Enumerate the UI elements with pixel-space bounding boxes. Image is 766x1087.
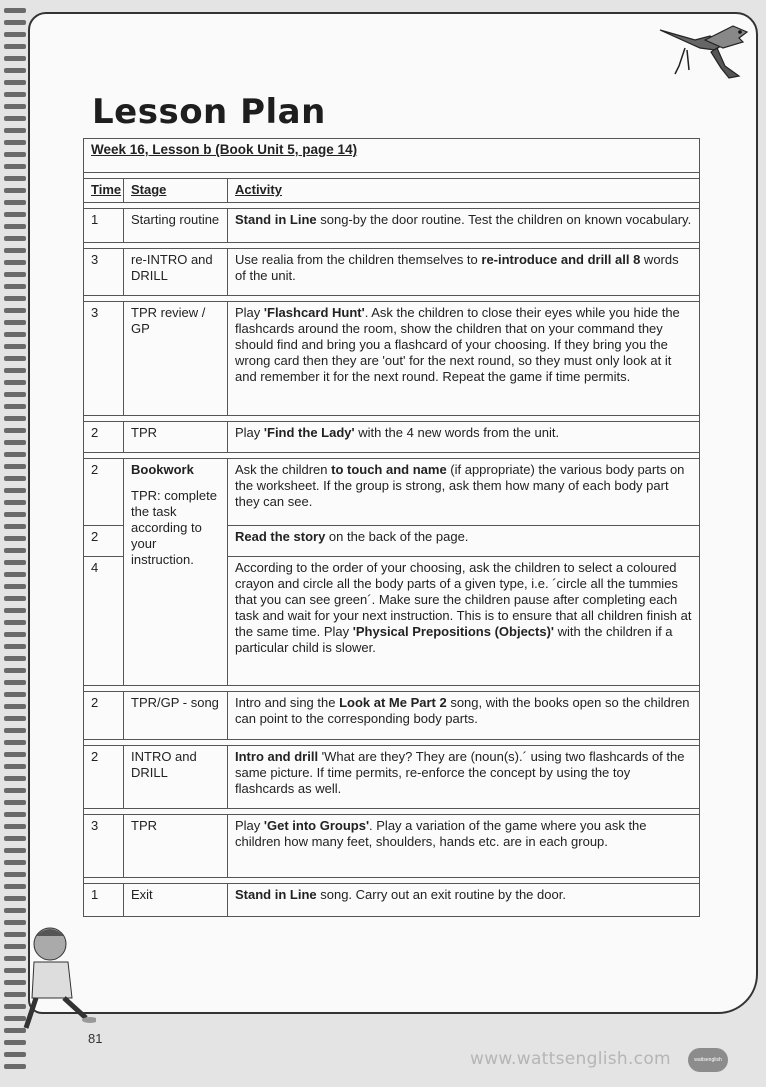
time-cell: 2 bbox=[84, 692, 124, 740]
spiral-ring bbox=[4, 1064, 26, 1069]
time-cell: 2 bbox=[84, 422, 124, 453]
spiral-ring bbox=[4, 56, 26, 61]
page-title: Lesson Plan bbox=[92, 92, 326, 132]
stage-cell: TPR bbox=[124, 422, 228, 453]
spiral-ring bbox=[4, 476, 26, 481]
time-cell: 1 bbox=[84, 884, 124, 917]
spiral-ring bbox=[4, 656, 26, 661]
spiral-ring bbox=[4, 680, 26, 685]
spiral-ring bbox=[4, 536, 26, 541]
time-cell: 3 bbox=[84, 249, 124, 296]
spiral-ring bbox=[4, 452, 26, 457]
spiral-ring bbox=[4, 896, 26, 901]
activity-cell: Ask the children to touch and name (if appropriate) the various body parts on the worksheet. If the group is strong, ask them how many of each body part they can see. bbox=[228, 459, 700, 526]
activity-cell: Play 'Flashcard Hunt'. Ask the children to close their eyes while you hide the flashcards around the room, show the children that on your command they should find and bring you a flashcard of your choosing. If they bring you the wrong card then they are 'out' for the next round, so they must only look at it and remember it for the next round. Repeat the game if time permits. bbox=[228, 302, 700, 416]
spiral-ring bbox=[4, 572, 26, 577]
spiral-ring bbox=[4, 440, 26, 445]
spiral-ring bbox=[4, 512, 26, 517]
spiral-ring bbox=[4, 848, 26, 853]
time-cell: 1 bbox=[84, 209, 124, 243]
spiral-ring bbox=[4, 8, 26, 13]
spiral-ring bbox=[4, 236, 26, 241]
stage-cell: TPR/GP - song bbox=[124, 692, 228, 740]
spiral-ring bbox=[4, 260, 26, 265]
spiral-ring bbox=[4, 584, 26, 589]
stage-cell: Starting routine bbox=[124, 209, 228, 243]
spiral-ring bbox=[4, 788, 26, 793]
spiral-ring bbox=[4, 212, 26, 217]
spiral-ring bbox=[4, 272, 26, 277]
spiral-ring bbox=[4, 104, 26, 109]
stage-cell: TPR review / GP bbox=[124, 302, 228, 416]
header-time: Time bbox=[84, 179, 124, 203]
activity-cell: Intro and sing the Look at Me Part 2 song, with the books open so the children can point to the corresponding body parts. bbox=[228, 692, 700, 740]
spiral-ring bbox=[4, 776, 26, 781]
spiral-ring bbox=[4, 152, 26, 157]
spiral-ring bbox=[4, 596, 26, 601]
spiral-ring bbox=[4, 704, 26, 709]
publisher-logo: wattsenglish bbox=[688, 1048, 728, 1072]
footer-website: www.wattsenglish.com bbox=[470, 1049, 671, 1069]
spiral-ring bbox=[4, 524, 26, 529]
spiral-ring bbox=[4, 488, 26, 493]
stage-bold: Bookwork bbox=[131, 462, 194, 477]
week-heading: Week 16, Lesson b (Book Unit 5, page 14) bbox=[84, 139, 700, 173]
spiral-ring bbox=[4, 320, 26, 325]
spiral-ring bbox=[4, 632, 26, 637]
spiral-ring bbox=[4, 728, 26, 733]
activity-cell: Play 'Find the Lady' with the 4 new words from the unit. bbox=[228, 422, 700, 453]
stage-cell: INTRO and DRILL bbox=[124, 746, 228, 809]
spiral-ring bbox=[4, 908, 26, 913]
table-row bbox=[84, 249, 700, 296]
page-number: 81 bbox=[88, 1031, 103, 1046]
spiral-ring bbox=[4, 812, 26, 817]
table-row bbox=[84, 884, 700, 917]
spiral-ring bbox=[4, 140, 26, 145]
spiral-ring bbox=[4, 416, 26, 421]
spiral-ring bbox=[4, 188, 26, 193]
spiral-ring bbox=[4, 1052, 26, 1057]
spiral-ring bbox=[4, 80, 26, 85]
spiral-ring bbox=[4, 128, 26, 133]
spiral-ring bbox=[4, 800, 26, 805]
time-cell: 3 bbox=[84, 815, 124, 878]
bird-illustration bbox=[655, 18, 755, 83]
spiral-ring bbox=[4, 368, 26, 373]
spiral-ring bbox=[4, 668, 26, 673]
activity-cell: Play 'Get into Groups'. Play a variation of the game where you ask the children how many feet, shoulders, hands etc. are in each group. bbox=[228, 815, 700, 878]
stage-cell bbox=[124, 459, 228, 686]
spiral-ring bbox=[4, 428, 26, 433]
time-cell: 3 bbox=[84, 302, 124, 416]
activity-cell: Use realia from the children themselves to re-introduce and drill all 8 words of the unit. bbox=[228, 249, 700, 296]
spiral-ring bbox=[4, 68, 26, 73]
spiral-ring bbox=[4, 620, 26, 625]
spiral-ring bbox=[4, 296, 26, 301]
spiral-ring bbox=[4, 332, 26, 337]
spiral-ring bbox=[4, 200, 26, 205]
spiral-ring bbox=[4, 44, 26, 49]
spiral-ring bbox=[4, 20, 26, 25]
spiral-ring bbox=[4, 644, 26, 649]
spiral-ring bbox=[4, 464, 26, 469]
spiral-ring bbox=[4, 608, 26, 613]
spiral-ring bbox=[4, 224, 26, 229]
table-row bbox=[84, 815, 700, 878]
spiral-ring bbox=[4, 884, 26, 889]
header-activity: Activity bbox=[228, 179, 700, 203]
time-cell: 4 bbox=[84, 557, 124, 686]
stage-cell: re-INTRO and DRILL bbox=[124, 249, 228, 296]
spiral-ring bbox=[4, 344, 26, 349]
spiral-ring bbox=[4, 92, 26, 97]
spiral-ring bbox=[4, 692, 26, 697]
activity-cell: Intro and drill 'What are they? They are (noun(s).´ using two flashcards of the same picture. If time permits, re-enforce the concept by using the toy flashcards as well. bbox=[228, 746, 700, 809]
spiral-ring bbox=[4, 356, 26, 361]
lesson-plan-table bbox=[83, 138, 700, 917]
spiral-ring bbox=[4, 380, 26, 385]
time-cell: 2 bbox=[84, 526, 124, 557]
spiral-ring bbox=[4, 872, 26, 877]
spiral-ring bbox=[4, 284, 26, 289]
table-row bbox=[84, 209, 700, 243]
table-row bbox=[84, 422, 700, 453]
spiral-ring bbox=[4, 824, 26, 829]
time-cell: 2 bbox=[84, 459, 124, 526]
spiral-ring bbox=[4, 308, 26, 313]
spiral-ring bbox=[4, 716, 26, 721]
activity-cell: According to the order of your choosing, ask the children to select a coloured crayon and circle all the body parts of a given type, i.e. ´circle all the tummies that you can see green´. Make sure the children pause after completing each task and wait for your next instruction. This is to ensure that all children finish at the same time. Play 'Physical Prepositions (Objects)' with the children if a particular child is slower. bbox=[228, 557, 700, 686]
time-cell: 2 bbox=[84, 746, 124, 809]
spiral-ring bbox=[4, 836, 26, 841]
spiral-ring bbox=[4, 116, 26, 121]
table-row bbox=[84, 302, 700, 416]
stage-cell: Exit bbox=[124, 884, 228, 917]
spiral-ring bbox=[4, 164, 26, 169]
activity-cell: Read the story on the back of the page. bbox=[228, 526, 700, 557]
stage-note: TPR: complete the task according to your instruction. bbox=[131, 488, 217, 567]
spiral-ring bbox=[4, 176, 26, 181]
spiral-ring bbox=[4, 500, 26, 505]
header-stage: Stage bbox=[124, 179, 228, 203]
spiral-ring bbox=[4, 752, 26, 757]
spiral-ring bbox=[4, 764, 26, 769]
spiral-ring bbox=[4, 560, 26, 565]
spiral-ring bbox=[4, 404, 26, 409]
spiral-ring bbox=[4, 740, 26, 745]
table-row bbox=[84, 692, 700, 740]
spiral-ring bbox=[4, 548, 26, 553]
spiral-ring bbox=[4, 1040, 26, 1045]
activity-cell: Stand in Line song-by the door routine. Test the children on known vocabulary. bbox=[228, 209, 700, 243]
stage-cell: TPR bbox=[124, 815, 228, 878]
spiral-ring bbox=[4, 860, 26, 865]
table-row bbox=[84, 746, 700, 809]
spiral-ring bbox=[4, 32, 26, 37]
activity-cell: Stand in Line song. Carry out an exit routine by the door. bbox=[228, 884, 700, 917]
child-mascot-illustration bbox=[16, 918, 96, 1038]
table-row bbox=[84, 459, 700, 526]
spiral-ring bbox=[4, 392, 26, 397]
spiral-ring bbox=[4, 248, 26, 253]
